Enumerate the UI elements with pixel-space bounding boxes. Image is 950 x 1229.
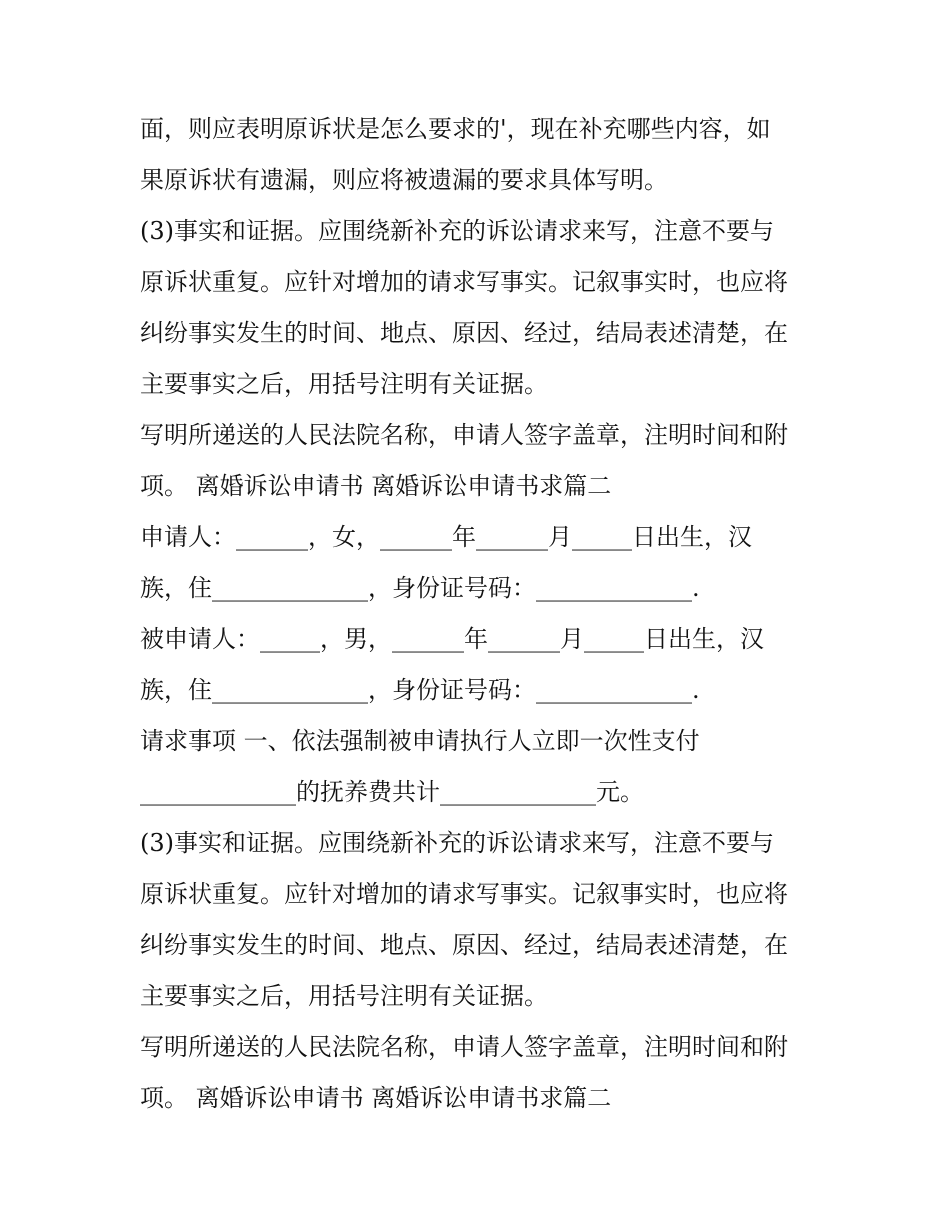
form-line-amount: _____________的抚养费共计_____________元。 xyxy=(140,778,644,806)
text-line: 主要事实之后，用括号注明有关证据。 xyxy=(140,982,548,1010)
text-line: (3)事实和证据。应围绕新补充的诉讼请求来写，注意不要与 xyxy=(140,829,774,857)
form-line-respondent-address: 族，住_____________，身份证号码：_____________. xyxy=(140,676,700,704)
text-line: (3)事实和证据。应围绕新补充的诉讼请求来写，注意不要与 xyxy=(140,217,774,245)
text-line: 写明所递送的人民法院名称，申请人签字盖章，注明时间和附 xyxy=(140,1033,788,1061)
text-line: 主要事实之后，用括号注明有关证据。 xyxy=(140,370,548,398)
document-body xyxy=(140,104,830,1124)
text-line: 项。 离婚诉讼申请书 离婚诉讼申请书求篇二 xyxy=(140,1084,612,1112)
form-line-respondent: 被申请人：_____，男，______年______月_____日出生，汉 xyxy=(140,625,764,653)
text-line: 面，则应表明原诉状是怎么要求的'，现在补充哪些内容，如 xyxy=(140,115,771,143)
text-line: 纠纷事实发生的时间、地点、原因、经过，结局表述清楚，在 xyxy=(140,931,788,959)
form-line-applicant-address: 族，住_____________，身份证号码：_____________. xyxy=(140,574,700,602)
text-line: 原诉状重复。应针对增加的请求写事实。记叙事实时，也应将 xyxy=(140,268,788,296)
form-line-request: 请求事项 一、依法强制被申请执行人立即一次性支付 xyxy=(140,727,700,755)
form-line-applicant: 申请人：______，女，______年______月_____日出生，汉 xyxy=(140,523,752,551)
text-line: 原诉状重复。应针对增加的请求写事实。记叙事实时，也应将 xyxy=(140,880,788,908)
text-line: 写明所递送的人民法院名称，申请人签字盖章，注明时间和附 xyxy=(140,421,788,449)
text-line: 项。 离婚诉讼申请书 离婚诉讼申请书求篇二 xyxy=(140,472,612,500)
text-line: 纠纷事实发生的时间、地点、原因、经过，结局表述清楚，在 xyxy=(140,319,788,347)
text-line: 果原诉状有遗漏，则应将被遗漏的要求具体写明。 xyxy=(140,166,668,194)
